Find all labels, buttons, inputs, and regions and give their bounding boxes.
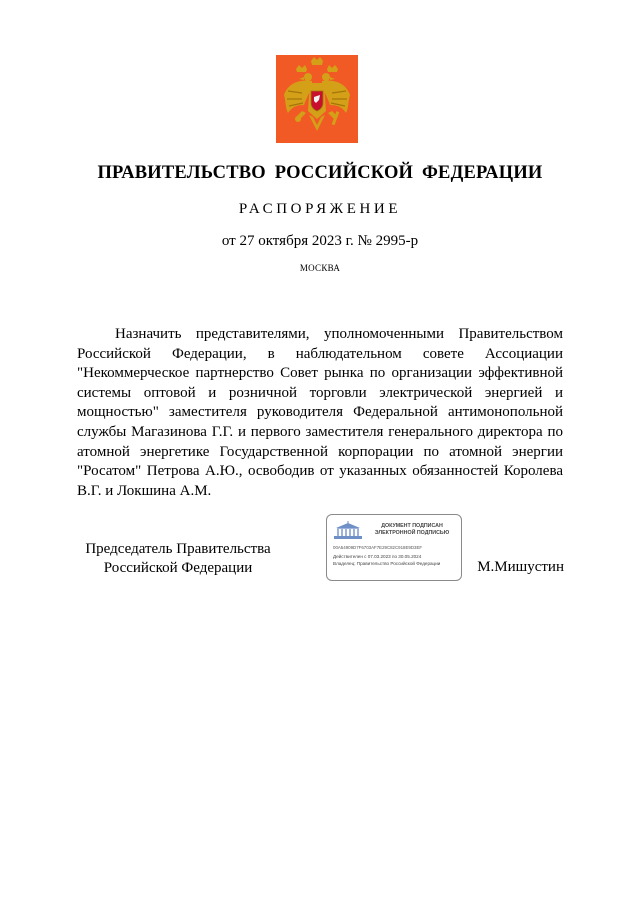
coat-of-arms-icon xyxy=(276,55,358,143)
document-city: МОСКВА xyxy=(299,263,341,273)
signer-position-line2: Российской Федерации xyxy=(103,560,253,576)
body-paragraph: Назначить представителями, уполномоченными Правительством Российской Федерации, в наблюдательном совете Ассоциации "Некоммерческое партнерство Совет рынка по организации эффективной системы оптовой и розничной торговли электрической энергией и мощностью" заместителя руководителя Федеральной антимонопольной службы Магазинова Г.Г. и первого заместителя генерального директора по атомной энергетике Государственной корпорации по атомной энергии "Росатом" Петрова А.Ю., освободив от указанных обязанностей Королева В.Г. и Локшина А.М. xyxy=(77,326,563,499)
signer-position xyxy=(78,540,278,578)
stamp-validity: Действителен с 07.03.2023 по 30.05.2024 xyxy=(333,554,422,559)
government-building-icon xyxy=(334,521,362,539)
stamp-title-line2: ЭЛЕКТРОННОЙ ПОДПИСЬЮ xyxy=(374,530,450,536)
document-type: РАСПОРЯЖЕНИЕ xyxy=(238,201,402,217)
stamp-title xyxy=(365,523,459,537)
stamp-title-line1: ДОКУМЕНТ ПОДПИСАН xyxy=(381,523,443,529)
document-date-number: от 27 октября 2023 г. № 2995-р xyxy=(221,233,419,249)
electronic-signature-stamp xyxy=(326,514,462,581)
government-title: ПРАВИТЕЛЬСТВО РОССИЙСКОЙ ФЕДЕРАЦИИ xyxy=(97,163,543,183)
stamp-owner: Владелец: Правительство Российской Федерации xyxy=(333,561,441,566)
signer-name: М.Мишустин xyxy=(477,559,564,575)
stamp-certificate: 00A54909D7F6703AF7E29C82C918E9D3EF xyxy=(333,545,423,550)
signer-position-line1: Председатель Правительства xyxy=(85,541,271,557)
